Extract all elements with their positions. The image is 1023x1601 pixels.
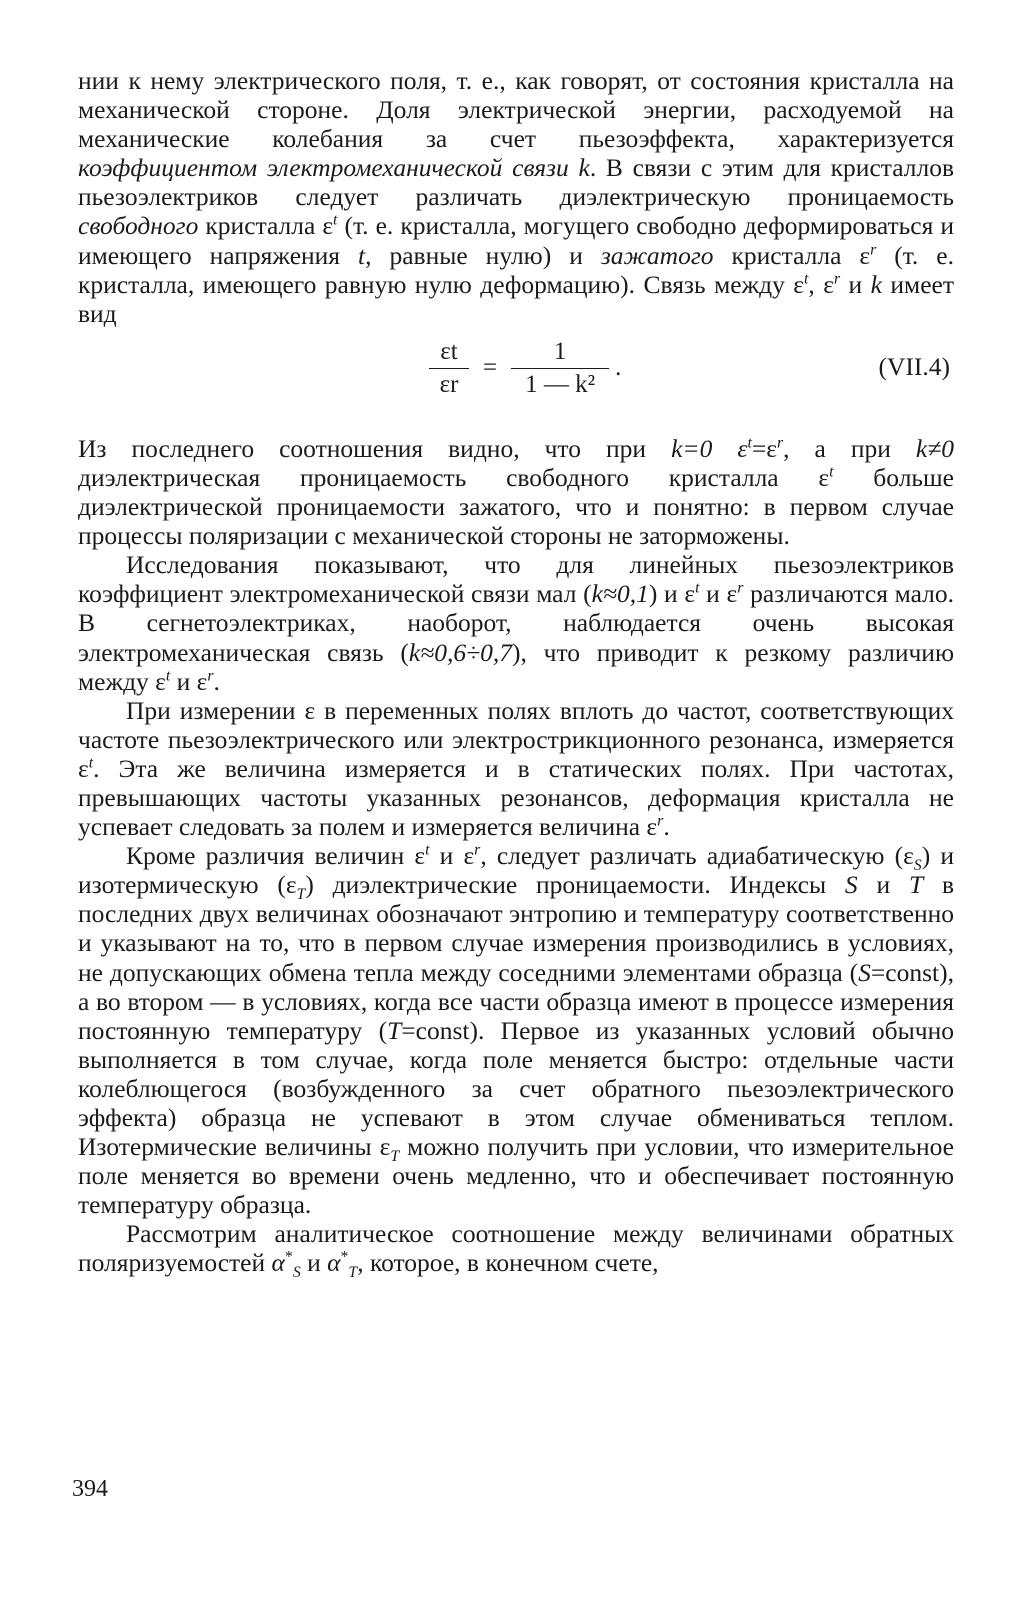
- text-run: ) и ε: [648, 579, 696, 609]
- math-symbol: t: [358, 240, 366, 270]
- paragraph-4: [78, 696, 954, 841]
- page-body: [78, 66, 955, 1282]
- text-run: Из последнего соотношения видно, что при: [78, 433, 672, 463]
- math-expression: k≠0: [915, 433, 954, 463]
- text-run: различаются мало. В сегнетоэлектриках, наоборот, наблюдается очень высокая электромеханическая связь (: [78, 579, 954, 667]
- superscript: r: [870, 241, 877, 259]
- superscript: t: [829, 463, 834, 481]
- superscript: r: [207, 667, 214, 685]
- text-run: Рассмотрим аналитическое соотношение между величинами обратных поляризуемостей: [78, 1219, 954, 1278]
- text-run: ) и изотермическую (ε: [78, 841, 955, 900]
- equation-vii-4: [78, 330, 954, 428]
- text-run: .: [213, 666, 220, 696]
- text-run: (т. е. кристалла, могущего свободно деформироваться и имеющего напряжения: [78, 211, 954, 270]
- superscript: t: [165, 667, 171, 685]
- fraction-right: [511, 338, 609, 399]
- text-run: и: [840, 269, 871, 299]
- subscript: T: [296, 886, 306, 904]
- text-run: и: [300, 1248, 328, 1278]
- fraction-right-numerator: 1: [511, 338, 609, 369]
- paragraph-3: [78, 550, 954, 695]
- text-run: , ε: [808, 269, 834, 299]
- text-run: .: [663, 812, 670, 842]
- superscript: r: [776, 434, 784, 452]
- math-symbol: T: [908, 870, 924, 900]
- math-symbol: S: [844, 870, 858, 900]
- math-symbol: k: [870, 269, 882, 299]
- superscript: r: [474, 841, 481, 859]
- superscript: t: [425, 841, 430, 859]
- italic-term: зажатого: [600, 240, 714, 270]
- text-run: , равные нулю) и: [365, 240, 601, 270]
- superscript: *: [284, 1248, 293, 1266]
- text-run: Кроме различия величин ε: [126, 841, 426, 871]
- paragraph-5: [78, 841, 954, 1219]
- text-run: и ε: [699, 579, 738, 609]
- text-run: и ε: [429, 841, 475, 871]
- text-run: , которое, в конечном счете,: [357, 1248, 659, 1278]
- text-run: больше диэлектрической проницаемости зажатого, что и понятно: в первом случае процессы поляризации с механической стороны не заторможены.: [78, 462, 954, 551]
- equation-body: [423, 338, 621, 399]
- text-run: . Эта же величина измеряется и в статических полях. При частотах, превышающих частоты указанных резонансов, деформация кристалла не успевает следовать за полем и измеряется величина ε: [78, 753, 954, 842]
- math-symbol: α: [327, 1248, 341, 1278]
- math-symbol: S: [858, 957, 871, 987]
- text-run: ), что приводит к резкому различию между ε: [78, 637, 954, 696]
- equation-number: (VII.4): [878, 351, 950, 381]
- math-symbol: α: [271, 1248, 285, 1278]
- text-run: , следует различать адиабатическую (ε: [480, 841, 914, 871]
- text-run: ) диэлектрические проницаемости. Индексы: [305, 870, 845, 900]
- text-run: , а при: [783, 433, 916, 463]
- subscript: T: [348, 1264, 358, 1282]
- math-expression: k≈0,6÷0,7: [408, 637, 512, 667]
- text-run: и: [857, 870, 909, 900]
- text-run: =const), а во втором — в условиях, когда все части образца имеют в процессе измерения постоянную температуру (: [78, 957, 954, 1045]
- superscript: *: [340, 1248, 349, 1266]
- text-run: нии к нему электрического поля, т. е., как говорят, от состояния кристалла на механической стороне. Доля электрической энергии, расходуемой на механические колебания за счет пьезоэффекта, характеризуется: [78, 66, 954, 154]
- subscript: T: [390, 1148, 400, 1166]
- text-run: =const). Первое из указанных условий обычно выполняется в том случае, когда поле меняется быстро: отдельные части колеблющегося (возбужденного за счет обратного пьезоэлектрического эффекта) образца не успевают в этом случае обмениваться теплом. Изотермические величины ε: [78, 1015, 954, 1162]
- paragraph-1: [78, 66, 954, 328]
- superscript: t: [804, 270, 809, 288]
- equals-sign: =: [483, 354, 498, 382]
- text-run: . В связи с этим для кристаллов пьезоэлектриков следует различать диэлектрическую проницаемость: [78, 153, 954, 212]
- subscript: S: [913, 857, 922, 875]
- text-run: диэлектрическая проницаемость свободного кристалла ε: [78, 462, 830, 492]
- text-run: в последних двух величинах обозначают энтропию и температуру соответственно и указывают на то, что в первом случае измерения производились в условиях, не допускающих обмена тепла между соседними элементами образца (: [78, 870, 955, 987]
- math-symbol: k: [578, 153, 590, 183]
- math-expression: k≈0,1: [591, 579, 649, 609]
- superscript: r: [737, 579, 744, 597]
- superscript: r: [657, 812, 664, 830]
- italic-term: коэффициентом электромеханической связи: [78, 153, 569, 183]
- fraction-left: [429, 338, 469, 399]
- italic-term: свободного: [78, 211, 199, 241]
- math-symbol: T: [387, 1015, 402, 1045]
- superscript: r: [833, 270, 841, 288]
- fraction-left-numerator: εt: [429, 338, 469, 369]
- superscript: t: [88, 754, 94, 772]
- fraction-left-denominator: εr: [439, 370, 459, 398]
- text-run: кристалла ε: [713, 240, 871, 270]
- paragraph-2: [78, 434, 954, 550]
- superscript: t: [747, 434, 752, 452]
- equation-period: .: [615, 354, 622, 382]
- paragraph-6: [78, 1219, 954, 1282]
- superscript: t: [333, 211, 338, 229]
- math-expression: k=0 ε: [671, 433, 748, 463]
- text-run: имеет вид: [78, 269, 954, 328]
- superscript: t: [695, 579, 700, 597]
- text-run: =ε: [751, 433, 777, 463]
- fraction-right-denominator: 1 — k²: [525, 370, 596, 398]
- page-number: 394: [72, 1476, 108, 1502]
- text-run: кристалла ε: [198, 211, 334, 241]
- text-run: Исследования показывают, что для линейных пьезоэлектриков коэффициент электромеханической связи мал (: [78, 550, 954, 609]
- text-run: При измерении ε в переменных полях вплоть до частот, соответствующих частоте пьезоэлектрического или электрострикционного резонанса, измеряется ε: [78, 695, 954, 783]
- text-run: можно получить при условии, что измерительное поле меняется во времени очень медленно, что и обеспечивает постоянную температуру образца.: [78, 1132, 954, 1220]
- text-run: и ε: [170, 666, 208, 696]
- subscript: S: [292, 1264, 301, 1282]
- text-run: (т. е. кристалла, имеющего равную нулю деформацию). Связь между ε: [78, 240, 954, 299]
